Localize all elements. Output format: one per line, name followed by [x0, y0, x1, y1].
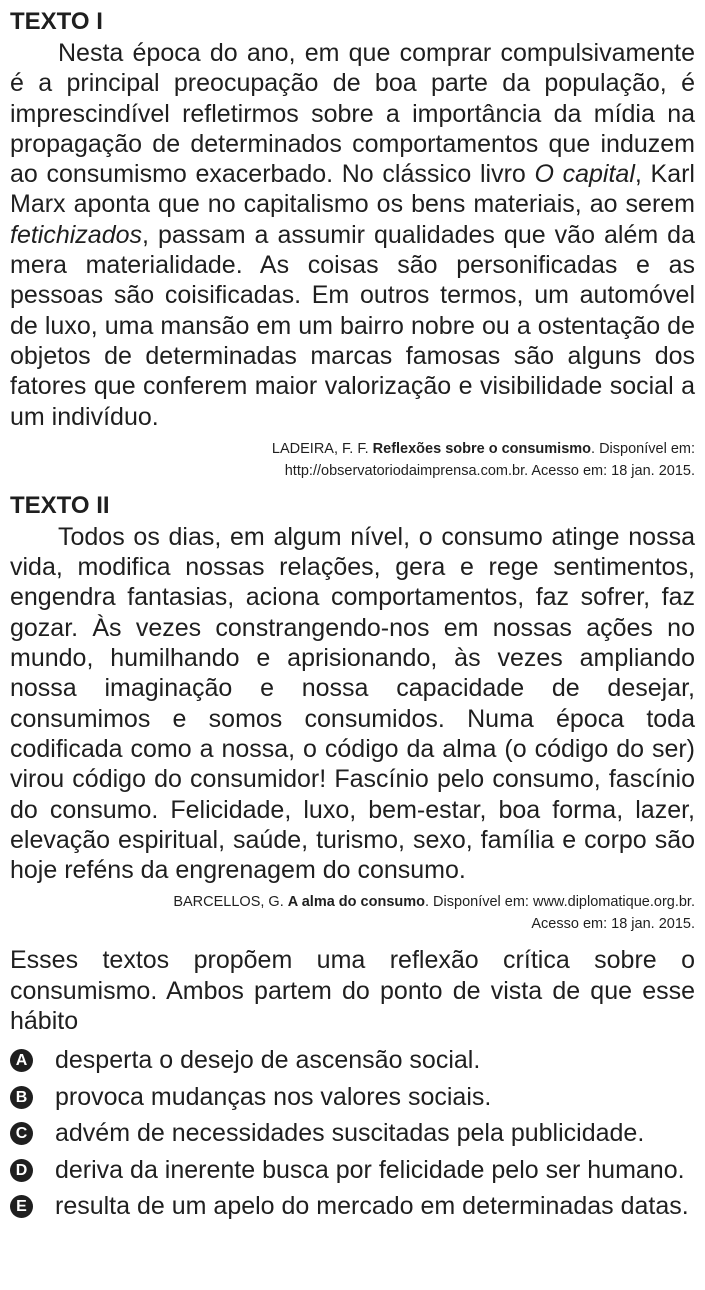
option-e[interactable] [10, 1188, 695, 1225]
option-d[interactable] [10, 1152, 695, 1189]
term-fetichizados: fetichizados [10, 220, 143, 249]
option-e-letter-icon: E [10, 1195, 33, 1218]
option-c-text: advém de necessidades suscitadas pela publicidade. [55, 1119, 645, 1148]
option-a-letter-icon: A [10, 1049, 33, 1072]
question-stem: Esses textos propõem uma reflexão crítica sobre o consumismo. Ambos partem do ponto de vista de que esse hábito [10, 946, 695, 1036]
texto-2-paragraph [10, 522, 695, 886]
texto-1-source-title: Reflexões sobre o consumismo [372, 440, 592, 457]
texto-1-source-line-2: http://observatoriodaimprensa.com.br. Acesso em: 18 jan. 2015. [284, 462, 695, 479]
option-a[interactable] [10, 1042, 695, 1079]
texto-2-source [10, 891, 695, 935]
texto-1-text-part-1: Nesta época do ano, em que comprar compulsivamente é a principal preocupação de boa parte da população, é imprescindível refletirmos sobre a importância da mídia na propagação de determinados comportamentos que induzem ao consumismo exacerbado. No clássico livro [10, 39, 695, 189]
texto-1-heading: TEXTO I [10, 8, 103, 35]
option-d-text: deriva da inerente busca por felicidade pelo ser humano. [55, 1155, 685, 1184]
texto-2-source-availability: . Disponível em: www.diplomatique.org.br. [425, 894, 695, 911]
texto-1-source [10, 438, 695, 482]
texto-2-text: Todos os dias, em algum nível, o consumo atinge nossa vida, modifica nossas relações, gera e rege sentimentos, engendra fantasias, aciona comportamentos, faz sofrer, faz gozar. Às vezes constrangendo-nos em nossas ações no mundo, humilhando e aprisionando, às vezes ampliando nossa imaginação e nossa capacidade de desejar, consumimos e somos consumidos. Numa época toda codificada como a nossa, o código da alma (o código do ser) virou código do consumidor! Fascínio pelo consumo, fascínio do consumo. Felicidade, luxo, bem-estar, boa forma, lazer, elevação espiritual, saúde, turismo, sexo, família e corpo são hoje reféns da engrenagem do consumo. [10, 522, 695, 885]
texto-1-source-line-1 [10, 438, 695, 460]
answer-options [10, 1042, 695, 1225]
option-b[interactable] [10, 1079, 695, 1116]
texto-2-source-line-1 [10, 891, 695, 913]
texto-2-source-author: BARCELLOS, G. [173, 894, 288, 911]
option-c-letter-icon: C [10, 1122, 33, 1145]
option-d-letter-icon: D [10, 1159, 33, 1182]
option-e-text: resulta de um apelo do mercado em determinadas datas. [55, 1192, 689, 1221]
texto-2-source-title: A alma do consumo [287, 894, 425, 911]
texto-2-source-line-2: Acesso em: 18 jan. 2015. [531, 916, 695, 933]
texto-1-text-part-3: , passam a assumir qualidades que vão além da mera materialidade. As coisas são personificadas e as pessoas são coisificadas. Em outros termos, um automóvel de luxo, uma mansão em um bairro nobre ou a ostentação de objetos de determinadas marcas famosas são alguns dos fatores que conferem maior valorização e visibilidade social a um indivíduo. [10, 220, 695, 431]
texto-1-source-availability: . Disponível em: [591, 440, 695, 457]
texto-1-paragraph [10, 38, 695, 432]
option-b-letter-icon: B [10, 1086, 33, 1109]
texto-2-heading: TEXTO II [10, 491, 110, 519]
option-a-text: desperta o desejo de ascensão social. [55, 1046, 481, 1075]
option-b-text: provoca mudanças nos valores sociais. [55, 1082, 492, 1111]
texto-1-text-part-2: , Karl Marx aponta que no capitalismo os bens materiais, ao serem [10, 160, 695, 219]
book-title-o-capital: O capital [534, 160, 635, 189]
option-c[interactable] [10, 1115, 695, 1152]
texto-1-source-author: LADEIRA, F. F. [271, 440, 373, 457]
